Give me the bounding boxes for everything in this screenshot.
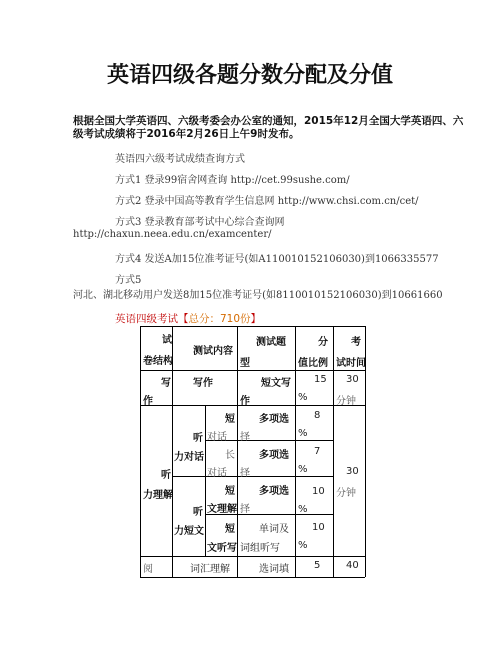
header-time-2: 试时间	[336, 358, 366, 369]
header-content: 测试内容	[193, 346, 233, 357]
query-method-3: 方式3 登录教育部考试中心综合查询网	[115, 217, 285, 228]
header-type-1: 测试题	[256, 337, 286, 348]
passage-comprehension-type-1: 多项选	[259, 486, 289, 497]
writing-type-2: 作	[240, 396, 250, 407]
query-method-1: 方式1 登录99宿舍网查询 http://cet.99sushe.com/	[115, 175, 350, 186]
reading-percent: 5	[314, 560, 321, 571]
long-dialogue-percent-1: 7	[314, 446, 321, 457]
exam-heading	[115, 311, 261, 326]
short-dialogue-percent-1: 8	[314, 410, 321, 421]
listening-time-2: 分钟	[336, 488, 356, 499]
passage-comprehension-percent-1: 10	[312, 486, 325, 497]
header-score-1: 分	[318, 337, 328, 348]
passage-dictation-1: 短	[225, 524, 235, 535]
long-dialogue-2: 对话	[207, 468, 227, 479]
passage-comprehension-2: 文理解	[207, 504, 237, 515]
passage-dictation-percent-2: %	[298, 540, 308, 551]
intro-line-2: 级考试成绩将于2016年2月26日上午9时发布。	[73, 128, 300, 140]
query-method-3-url: http://chaxun.neea.edu.cn/examcenter/	[73, 229, 272, 240]
table-line	[295, 326, 296, 577]
listening-dialogue-2: 力对话	[174, 452, 204, 463]
table-line	[237, 326, 238, 577]
writing-content: 写作	[193, 378, 213, 389]
reading-time: 40	[346, 560, 359, 571]
intro-line-1: 根据全国大学英语四、六级考委会办公室的通知，2015年12月全国大学英语四、六	[73, 115, 464, 127]
writing-type-1: 短文写	[261, 378, 291, 389]
exam-heading-suffix: 】	[250, 313, 262, 325]
short-dialogue-type-2: 择	[240, 432, 250, 443]
listening-time-1: 30	[346, 466, 359, 477]
writing-time-2: 分钟	[336, 396, 356, 407]
long-dialogue-type-1: 多项选	[259, 450, 289, 461]
listening-passage-1: 听	[193, 507, 203, 518]
header-score-2: 值比例	[298, 358, 328, 369]
reading-content: 词汇理解	[190, 564, 230, 575]
short-dialogue-2: 对话	[207, 432, 227, 443]
query-method-5: 方式5	[115, 275, 142, 286]
writing-percent-1: 15	[314, 374, 327, 385]
short-dialogue-type-1: 多项选	[259, 414, 289, 425]
header-type-2: 型	[240, 358, 250, 369]
table-line	[140, 326, 141, 577]
passage-comprehension-percent-2: %	[298, 504, 308, 515]
query-method-4: 方式4 发送A加15位准考证号(如A110010152106030)到1066335577	[115, 254, 439, 265]
passage-dictation-percent-1: 10	[312, 522, 325, 533]
passage-comprehension-type-2: 择	[240, 504, 250, 515]
query-method-2: 方式2 登录中国高等教育学生信息网 http://www.chsi.com.cn/cet/	[115, 196, 419, 207]
long-dialogue-1: 长	[225, 450, 235, 461]
short-dialogue-1: 短	[225, 414, 235, 425]
table-line	[205, 405, 206, 556]
writing-structure-2: 作	[143, 396, 153, 407]
header-time-1: 考	[351, 337, 361, 348]
writing-time-1: 30	[346, 374, 359, 385]
long-dialogue-type-2: 择	[240, 468, 250, 479]
table-line	[172, 476, 333, 477]
table-line	[140, 326, 365, 327]
listening-structure-2: 力理解	[143, 490, 173, 501]
listening-passage-2: 力短文	[174, 526, 204, 537]
long-dialogue-percent-2: %	[298, 464, 308, 475]
writing-percent-2: %	[298, 392, 308, 403]
query-method-5-detail: 河北、湖北移动用户发送8加15位准考证号(如8110010152106030)到10661660	[73, 290, 443, 301]
table-line	[333, 326, 334, 577]
short-dialogue-percent-2: %	[298, 428, 308, 439]
page-title: 英语四级各题分数分配及分值	[106, 63, 393, 88]
reading-type: 选词填	[259, 564, 289, 575]
listening-structure-1: 听	[161, 470, 171, 481]
passage-comprehension-1: 短	[225, 486, 235, 497]
exam-total-score: 总分：710份	[188, 313, 251, 325]
table-line	[140, 370, 365, 371]
header-structure-1: 试	[162, 335, 172, 346]
exam-heading-prefix: 英语四级考试【	[115, 313, 189, 325]
table-line	[140, 405, 365, 406]
query-methods-heading: 英语四六级考试成绩查询方式	[115, 154, 245, 165]
passage-dictation-2: 文听写	[207, 543, 237, 554]
header-structure-2: 卷结构	[143, 356, 173, 367]
listening-dialogue-1: 听	[193, 433, 203, 444]
reading-structure: 阅	[143, 564, 153, 575]
table-line	[140, 556, 365, 557]
passage-dictation-type-1: 单词及	[259, 524, 289, 535]
writing-structure-1: 写	[161, 378, 171, 389]
passage-dictation-type-2: 词组听写	[240, 543, 280, 554]
table-line	[140, 577, 365, 578]
